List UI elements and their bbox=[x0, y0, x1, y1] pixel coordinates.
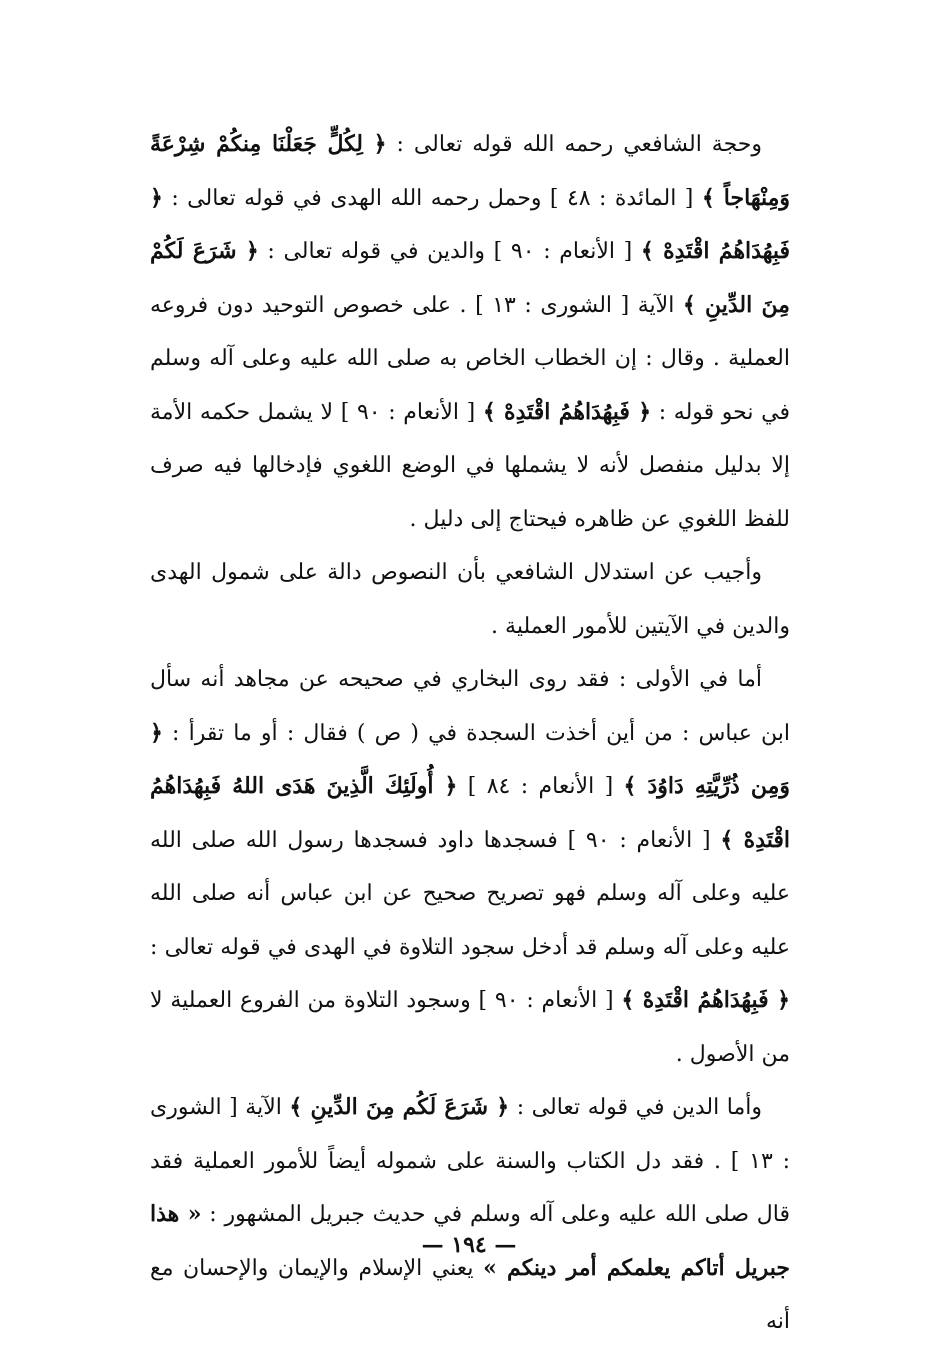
body-text-run: أما في الأولى : فقد روى البخاري في صحيحه عن مجاهد أنه سأل ابن عباس : من أين أخذت السجدة في ( ص ) فقال : أو ما تقرأ : bbox=[150, 667, 790, 746]
body-text-run: [ الأنعام : ٩٠ ] وسجود التلاوة من الفروع العملية لا من الأصول . bbox=[150, 988, 790, 1067]
paragraph-2 bbox=[150, 546, 790, 653]
quote-text: « هذا جبريل أتاكم يعلمكم أمر دينكم » bbox=[150, 1201, 790, 1281]
body-text bbox=[150, 118, 790, 1349]
body-text-run: وأجيب عن استدلال الشافعي بأن النصوص دالة على شمول الهدى والدين في الآيتين للأمور العملية . bbox=[150, 560, 790, 639]
body-text-run: الآية [ الشورى : ١٣ ] . فقد دل الكتاب والسنة على شموله أيضاً للأمور العملية فقد قال صلى الله عليه وعلى آله وسلم في حديث جبريل المشهور : bbox=[150, 1095, 791, 1227]
page-number: — ١٩٤ — bbox=[421, 1232, 517, 1258]
body-text-run: [ الأنعام : ٩٠ ] فسجدها داود فسجدها رسول الله صلى الله عليه وعلى آله وسلم فهو تصريح صحيح عن ابن عباس أنه صلى الله عليه وعلى آله وسلم قد أدخل سجود التلاوة في الهدى في قوله تعالى : bbox=[150, 827, 790, 960]
quote-text: ﴿ فَبِهُدَاهُمُ اقْتَدِهْ ﴾ bbox=[621, 987, 791, 1013]
quote-text: ﴿ شَرَعَ لَكُم مِنَ الدِّينِ ﴾ bbox=[289, 1094, 510, 1120]
quote-text: ﴿ أُولَئِكَ الَّذِينَ هَدَى اللهُ فَبِهُدَاهُمُ اقْتَدِهْ ﴾ bbox=[150, 773, 791, 853]
body-text-run: يعني الإسلام والإيمان والإحسان مع أنه bbox=[150, 1255, 790, 1334]
quote-text: ﴿ شَرَعَ لَكُمْ مِنَ الدِّينِ ﴾ bbox=[150, 238, 790, 318]
body-text-run: [ الأنعام : ٩٠ ] لا يشمل حكمه الأمة إلا بدليل منفصل لأنه لا يشملها في الوضع اللغوي فإدخالها فيه صرف للفظ اللغوي عن ظاهره فيحتاج إلى دليل . bbox=[150, 399, 790, 532]
body-text-run: وحجة الشافعي رحمه الله قوله تعالى : bbox=[386, 132, 763, 157]
quote-text: ﴿ لِكُلٍّ جَعَلْنَا مِنكُمْ شِرْعَةً وَمِنْهَاجاً ﴾ bbox=[150, 131, 791, 211]
body-text-run: [ الأنعام : ٨٤ ] bbox=[457, 774, 624, 799]
paragraph-4 bbox=[150, 1081, 790, 1349]
body-text-run: وأما الدين في قوله تعالى : bbox=[509, 1095, 762, 1120]
quote-text: ﴿ وَمِن ذُرِّيَّتِهِ دَاوُدَ ﴾ bbox=[150, 719, 790, 799]
paragraph-3 bbox=[150, 653, 790, 1081]
body-text-run: [ الأنعام : ٩٠ ] والدين في قوله تعالى : bbox=[258, 239, 641, 264]
quote-text: ﴿ فَبِهُدَاهُمُ اقْتَدِهْ ﴾ bbox=[482, 398, 652, 425]
quote-text: ﴿ فَبِهُدَاهُمُ اقْتَدِهْ ﴾ bbox=[150, 184, 791, 264]
paragraph-1 bbox=[150, 118, 790, 546]
body-text-run: الآية [ الشورى : ١٣ ] . على خصوص التوحيد دون فروعه العملية . وقال : إن الخطاب الخاص به صلى الله عليه وعلى آله وسلم في نحو قوله : bbox=[150, 292, 790, 425]
body-text-run: [ المائدة : ٤٨ ] وحمل رحمه الله الهدى في قوله تعالى : bbox=[162, 185, 702, 211]
